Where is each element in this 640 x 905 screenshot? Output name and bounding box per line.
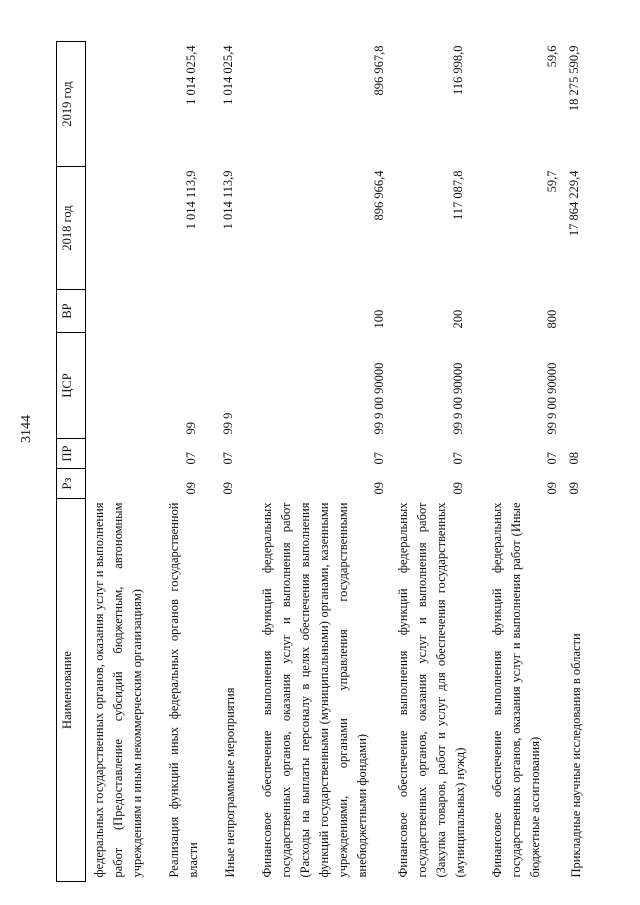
row-csr	[86, 333, 162, 439]
row-pr: 07	[545, 452, 559, 465]
row-rz: 09	[451, 482, 465, 495]
page-number: 3144	[19, 415, 34, 443]
header-2019: 2019 год	[57, 42, 86, 167]
table-row	[390, 42, 484, 882]
row-rz	[86, 469, 162, 499]
table-row	[86, 42, 162, 882]
row-name: федеральных государственных органов, оказания услуг и выполнения работ (Предоставление субсидий бюджетным, автономным учреждениям и иным некоммерческим организациям)	[92, 502, 144, 878]
table-row	[161, 42, 217, 882]
row-name: Реализация функций иных федеральных органов государственной власти	[167, 502, 200, 878]
row-pr: 07	[372, 452, 386, 465]
row-rz: 09	[567, 482, 581, 495]
row-csr: 99 9	[221, 412, 235, 435]
row-2019: 59,6	[545, 45, 559, 68]
row-rz: 09	[221, 482, 235, 495]
row-csr: 99 9 00 90000	[372, 362, 386, 435]
row-name: Финансовое обеспечение выполнения функций федеральных государственных органов, оказания услуг и выполнения работ (Иные бюджетные ассигнования)	[490, 502, 542, 878]
row-csr	[563, 333, 600, 439]
row-vr: 800	[545, 309, 559, 329]
row-2018: 1 014 113,9	[221, 170, 235, 230]
row-2018	[86, 167, 162, 290]
row-vr: 100	[372, 309, 386, 329]
row-pr: 07	[221, 452, 235, 465]
row-2018: 17 864 229,4	[567, 170, 581, 237]
row-vr: 200	[451, 309, 465, 329]
row-name: Финансовое обеспечение выполнения функций федеральных государственных органов, оказания услуг и выполнения работ (Расходы на выплаты персоналу в целях обеспечения выполнения функций государственными (муниципальными) органами, казенными учреждениями, органами управления государственными внебюджетными фондами)	[260, 502, 369, 878]
header-name: Наименование	[57, 499, 86, 882]
row-csr: 99	[184, 422, 198, 435]
header-vr: ВР	[57, 290, 86, 333]
table-row	[217, 42, 254, 882]
row-2019: 116 998,0	[451, 45, 465, 96]
row-rz: 09	[372, 482, 386, 495]
budget-table	[56, 41, 600, 882]
row-rz: 09	[545, 482, 559, 495]
header-2018: 2018 год	[57, 167, 86, 290]
row-2018: 1 014 113,9	[184, 170, 198, 230]
row-2019	[86, 42, 162, 167]
header-csr: ЦСР	[57, 333, 86, 439]
budget-table-container	[56, 42, 616, 882]
table-header-row	[57, 42, 86, 882]
row-name: Финансовое обеспечение выполнения функций федеральных государственных органов, оказания услуг и выполнения работ (Закупка товаров, работ и услуг для обеспечения государственных (муниципальных) нужд)	[396, 502, 467, 878]
table-row	[563, 42, 600, 882]
row-csr: 99 9 00 90000	[545, 362, 559, 435]
row-vr	[86, 290, 162, 333]
row-name: Прикладные научные исследования в области	[569, 633, 583, 878]
row-2018: 896 966,4	[372, 170, 386, 221]
table-row	[254, 42, 390, 882]
row-2019: 1 014 025,4	[221, 45, 235, 105]
row-rz: 09	[184, 482, 198, 495]
row-pr	[86, 439, 162, 469]
header-rz: Рз	[57, 469, 86, 499]
header-pr: ПР	[57, 439, 86, 469]
row-pr: 07	[184, 452, 198, 465]
row-vr	[217, 290, 254, 333]
row-2018: 59,7	[545, 170, 559, 193]
row-vr	[161, 290, 217, 333]
row-2019: 896 967,8	[372, 45, 386, 96]
table-row	[484, 42, 563, 882]
row-pr: 08	[567, 452, 581, 465]
row-2019: 18 275 590,9	[567, 45, 581, 112]
row-name: Иные непрограммные мероприятия	[223, 687, 237, 878]
row-2018: 117 087,8	[451, 170, 465, 221]
row-vr	[563, 290, 600, 333]
row-pr: 07	[451, 452, 465, 465]
row-csr: 99 9 00 90000	[451, 362, 465, 435]
row-2019: 1 014 025,4	[184, 45, 198, 105]
